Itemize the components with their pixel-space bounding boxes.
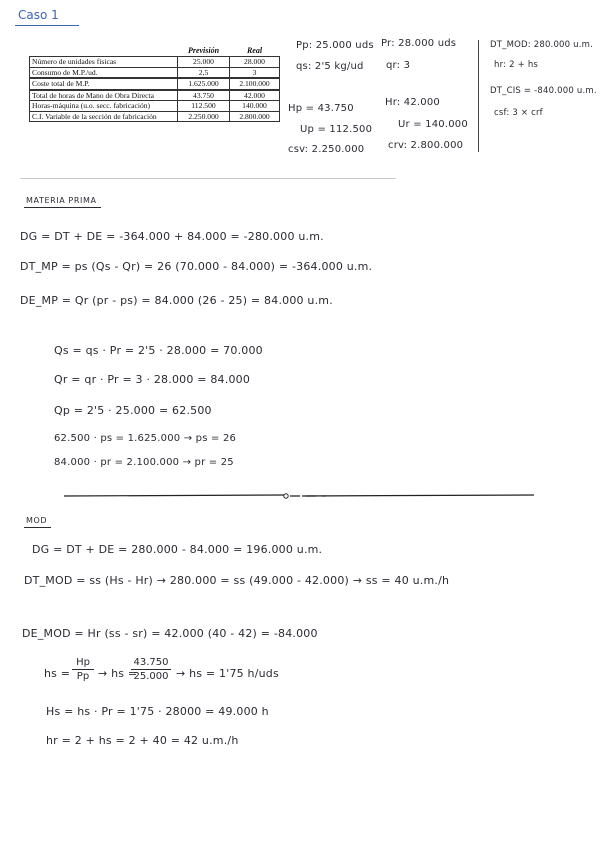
- note-pp: Pp: 25.000 uds: [296, 40, 374, 51]
- mp-line-de: DE_MP = Qr (pr - ps) = 84.000 (26 - 25) = 84.000 u.m.: [20, 294, 333, 307]
- mp-line-qp: Qp = 2'5 · 25.000 = 62.500: [54, 404, 212, 417]
- table-cell-label: Coste total de M.P.: [30, 78, 178, 90]
- table-cell-label: Total de horas de Mano de Obra Directa: [30, 90, 178, 101]
- mod-line-dt: DT_MOD = ss (Hs - Hr) → 280.000 = ss (49.000 - 42.000) → ss = 40 u.m./h: [24, 574, 450, 587]
- mod-line-hs-total: Hs = hs · Pr = 1'75 · 28000 = 49.000 h: [46, 705, 269, 718]
- section-heading-mod: MOD: [26, 516, 47, 525]
- note-hp: Hp = 43.750: [288, 103, 354, 114]
- table-cell-prevision: 1.625.000: [178, 78, 230, 90]
- table-cell-prevision: 2,5: [178, 67, 230, 78]
- table-header-real: Real: [246, 46, 263, 55]
- mp-line-dg: DG = DT + DE = -364.000 + 84.000 = -280.000 u.m.: [20, 230, 324, 243]
- table-cell-label: Consumo de M.P./ud.: [30, 67, 178, 78]
- table-row: [30, 101, 280, 112]
- mp-line-qs: Qs = qs · Pr = 2'5 · 28.000 = 70.000: [54, 344, 263, 357]
- note-csf: csf: 3 × crf: [494, 108, 543, 118]
- note-qs: qs: 2'5 kg/ud: [296, 61, 364, 72]
- note-hr: Hr: 42.000: [385, 97, 440, 108]
- table-row: [30, 57, 280, 68]
- note-ur: Ur = 140.000: [398, 119, 468, 130]
- page-title: Caso 1: [18, 8, 59, 22]
- table-cell-label: Horas-máquina (u.o. secc. fabricación): [30, 101, 178, 112]
- note-pr: Pr: 28.000 uds: [381, 38, 457, 49]
- table-cell-real: 140.000: [230, 101, 280, 112]
- horizontal-divider: [20, 178, 396, 179]
- mp-line-pr: 84.000 · pr = 2.100.000 → pr = 25: [54, 457, 234, 468]
- table-cell-real: 28.000: [230, 57, 280, 68]
- table-header-row: [30, 45, 280, 57]
- table-cell-real: 42.000: [230, 90, 280, 101]
- note-qr: qr: 3: [386, 60, 411, 71]
- mp-line-ps: 62.500 · ps = 1.625.000 → ps = 26: [54, 433, 237, 444]
- data-table: [29, 45, 280, 122]
- note-dt-mod: DT_MOD: 280.000 u.m.: [490, 40, 594, 50]
- mod-line-hr: hr = 2 + hs = 2 + 40 = 42 u.m./h: [46, 734, 239, 747]
- mod-hs-result: → hs = 1'75 h/uds: [176, 667, 279, 680]
- mod-hs-numerator-value: 43.750: [133, 657, 169, 668]
- note-hr-formula: hr: 2 + hs: [494, 60, 539, 70]
- section-heading-materia-prima: MATERIA PRIMA: [26, 196, 97, 205]
- section-separator: [64, 493, 534, 499]
- mod-hs-denominator: Pp: [76, 671, 90, 682]
- mod-hs-numerator: Hp: [76, 657, 90, 668]
- table-row: [30, 90, 280, 101]
- mod-hs-denominator-value: 25.000: [133, 671, 169, 682]
- table-cell-label: Número de unidades físicas: [30, 57, 178, 68]
- table-row: [30, 67, 280, 78]
- note-csv: csv: 2.250.000: [288, 144, 365, 155]
- mp-line-dt: DT_MP = ps (Qs - Qr) = 26 (70.000 - 84.000) = -364.000 u.m.: [20, 260, 373, 273]
- table-row: [30, 111, 280, 122]
- note-up: Up = 112.500: [300, 124, 373, 135]
- mod-line-dg: DG = DT + DE = 280.000 - 84.000 = 196.000 u.m.: [32, 543, 323, 556]
- mod-hs-lhs: hs =: [44, 667, 71, 680]
- mod-hs-fraction-values: [131, 657, 171, 682]
- table-header-prevision: Previsión: [187, 46, 220, 55]
- table-cell-prevision: 112.500: [178, 101, 230, 112]
- table-cell-prevision: 2.250.000: [178, 111, 230, 122]
- mod-line-de: DE_MOD = Hr (ss - sr) = 42.000 (40 - 42) = -84.000: [22, 627, 318, 640]
- mp-line-qr: Qr = qr · Pr = 3 · 28.000 = 84.000: [54, 373, 251, 386]
- table-cell-real: 3: [230, 67, 280, 78]
- table-cell-prevision: 43.750: [178, 90, 230, 101]
- table-header-blank: [30, 45, 178, 57]
- table-cell-real: 2.800.000: [230, 111, 280, 122]
- mod-hs-fraction: [72, 657, 94, 682]
- table-cell-real: 2.100.000: [230, 78, 280, 90]
- table-cell-label: C.I. Variable de la sección de fabricación: [30, 111, 178, 122]
- mod-hs-arrow: → hs =: [98, 667, 138, 680]
- note-dt-cis: DT_CIS = -840.000 u.m.: [490, 86, 597, 96]
- note-crv: crv: 2.800.000: [388, 140, 464, 151]
- table-row: [30, 78, 280, 90]
- vertical-divider: [478, 40, 479, 152]
- table-cell-prevision: 25.000: [178, 57, 230, 68]
